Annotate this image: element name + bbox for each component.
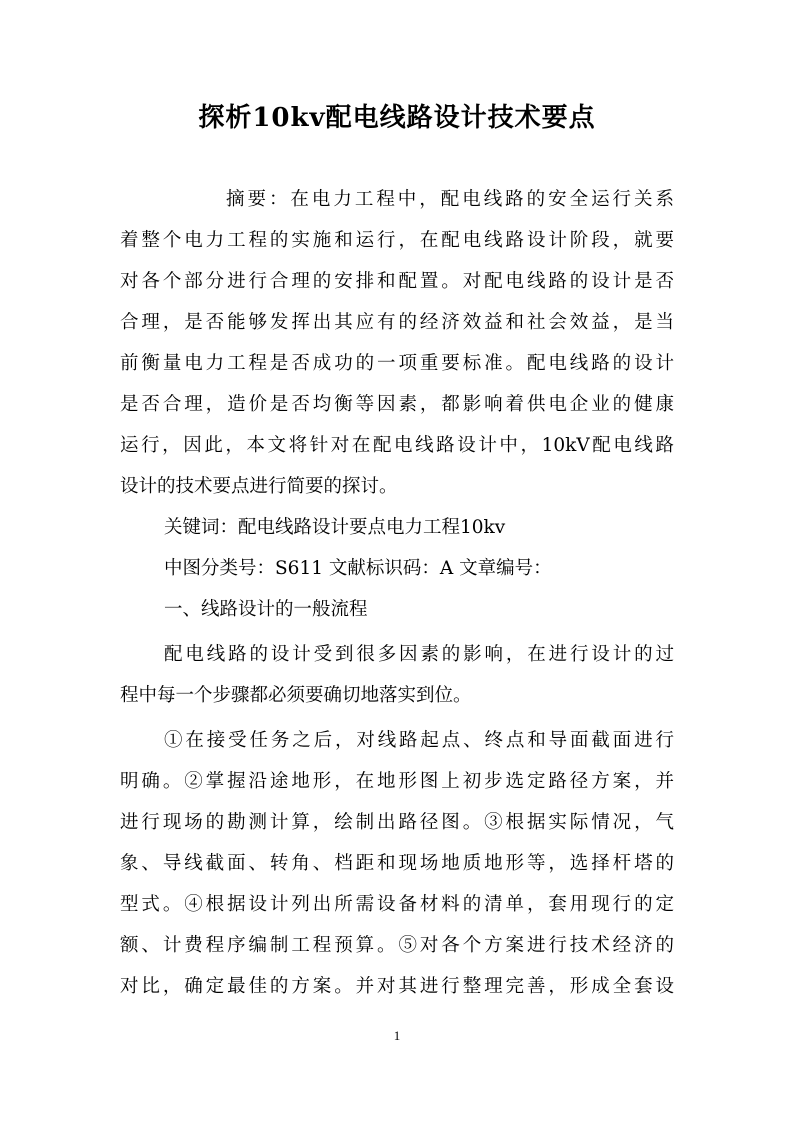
abstract-line-6: 是否合理，造价是否均衡等因素，都影响着供电企业的健康 [120,394,674,415]
section-heading: 一、线路设计的一般流程 [164,599,368,620]
steps-line-2: 明确。②掌握沿途地形，在地形图上初步选定路径方案，并 [120,771,674,792]
steps-line-1: ①在接受任务之后，对线路起点、终点和导面截面进行 [164,730,674,751]
abstract-line-3: 对各个部分进行合理的安排和配置。对配电线路的设计是否 [120,271,674,292]
paragraph-line-1: 配电线路的设计受到很多因素的影响，在进行设计的过 [164,644,674,665]
steps-line-5: 型式。④根据设计列出所需设备材料的清单，套用现行的定 [120,894,674,915]
classification-line: 中图分类号：S611 文献标识码：A 文章编号： [164,558,552,579]
steps-line-7: 对比，确定最佳的方案。并对其进行整理完善，形成全套设 [120,976,674,997]
steps-line-4: 象、导线截面、转角、档距和现场地质地形等，选择杆塔的 [120,853,674,874]
steps-line-3: 进行现场的勘测计算，绘制出路径图。③根据实际情况，气 [120,812,674,833]
page-number: 1 [393,1028,401,1043]
keywords-line: 关键词：配电线路设计要点电力工程10kv [164,517,506,538]
paragraph-line-2: 程中每一个步骤都必须要确切地落实到位。 [120,685,472,706]
abstract-line-7: 运行，因此，本文将针对在配电线路设计中，10kV配电线路 [120,435,674,456]
abstract-line-8: 设计的技术要点进行简要的探讨。 [120,476,398,497]
abstract-line-2: 着整个电力工程的实施和运行，在配电线路设计阶段，就要 [120,230,674,251]
document-title: 探析10kv配电线路设计技术要点 [198,103,596,133]
abstract-line-5: 前衡量电力工程是否成功的一项重要标准。配电线路的设计 [120,353,674,374]
steps-line-6: 额、计费程序编制工程预算。⑤对各个方案进行技术经济的 [120,935,674,956]
abstract-line-1: 摘要：在电力工程中，配电线路的安全运行关系 [226,189,674,210]
abstract-line-4: 合理，是否能够发挥出其应有的经济效益和社会效益，是当 [120,312,674,333]
